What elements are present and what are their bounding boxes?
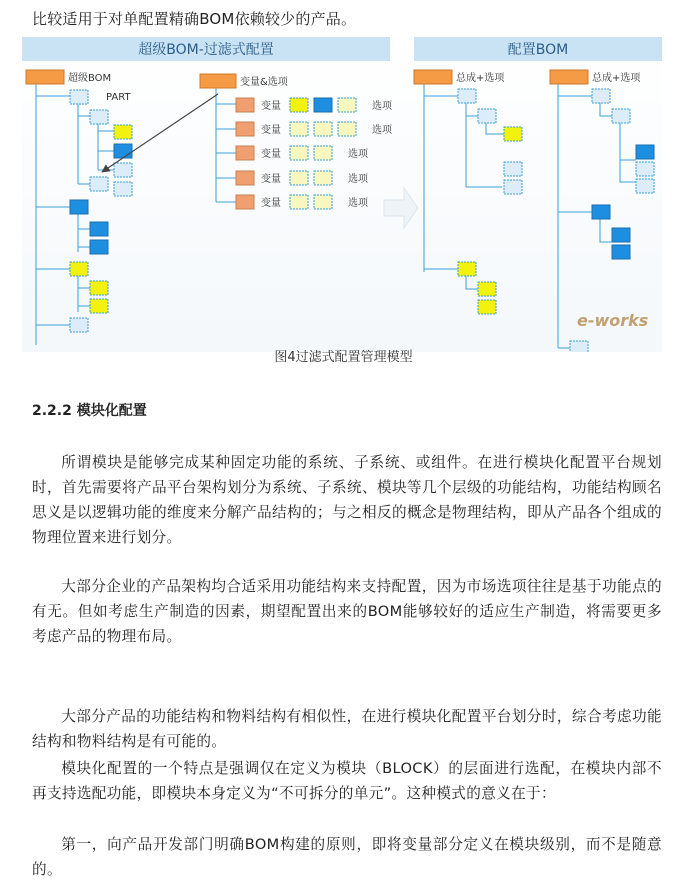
svg-text:变量: 变量 (261, 149, 281, 160)
intro-text: 比较适用于对单配置精确BOM依赖较少的产品。 (32, 10, 357, 28)
right-title: 配置BOM (507, 42, 569, 58)
svg-text:选项: 选项 (348, 174, 368, 185)
part-label: PART (106, 92, 131, 103)
left-title: 超级BOM-过滤式配置 (138, 42, 274, 58)
eworks-watermark: e-works (577, 311, 649, 330)
super-bom-label: 超级BOM (68, 73, 112, 84)
svg-text:变量: 变量 (261, 174, 281, 185)
paragraph: 大部分企业的产品架构均合适采用功能结构来支持配置，因为市场选项往往是基于功能点的有无。但如考虑生产制造的因素，期望配置出来的BOM能够较好的适应生产制造，将需要更多考虑产品的物理布局。 (32, 578, 662, 645)
paragraph: 模块化配置的一个特点是强调仅在定义为模块（BLOCK）的层面进行选配，在模块内部不再支持选配功能，即模块本身定义为“不可拆分的单元”。这种模式的意义在于： (32, 760, 662, 802)
paragraph: 第一，向产品开发部门明确BOM构建的原则，即将变量部分定义在模块级别，而不是随意的。 (32, 836, 662, 878)
section-heading: 2.2.2 模块化配置 (32, 403, 147, 419)
paragraph: 所谓模块是能够完成某种固定功能的系统、子系统、或组件。在进行模块化配置平台规划时，首先需要将产品平台架构划分为系统、子系统、模块等几个层级的功能结构，功能结构顾名思义是以逻辑功能的维度来分解产品结构的；与之相反的概念是物理结构，即从产品各个组成的物理位置来进行划分。 (32, 454, 662, 546)
svg-text:变量: 变量 (261, 125, 281, 136)
svg-text:变量: 变量 (261, 101, 281, 112)
svg-text:变量: 变量 (261, 198, 281, 209)
svg-text:选项: 选项 (348, 198, 368, 209)
svg-text:选项: 选项 (372, 101, 392, 112)
svg-text:选项: 选项 (372, 125, 392, 136)
figure-caption: 图4过滤式配置管理模型 (274, 350, 413, 365)
paragraph: 大部分产品的功能结构和物料结构有相似性，在进行模块化配置平台划分时，综合考虑功能结构和物料结构是有可能的。 (32, 708, 662, 750)
tree1-root-label: 总成+选项 (456, 73, 505, 84)
variant-options-header: 变量&选项 (240, 77, 288, 88)
tree2-root-label: 总成+选项 (592, 73, 641, 84)
config-diagram (22, 32, 662, 352)
svg-text:选项: 选项 (348, 149, 368, 160)
